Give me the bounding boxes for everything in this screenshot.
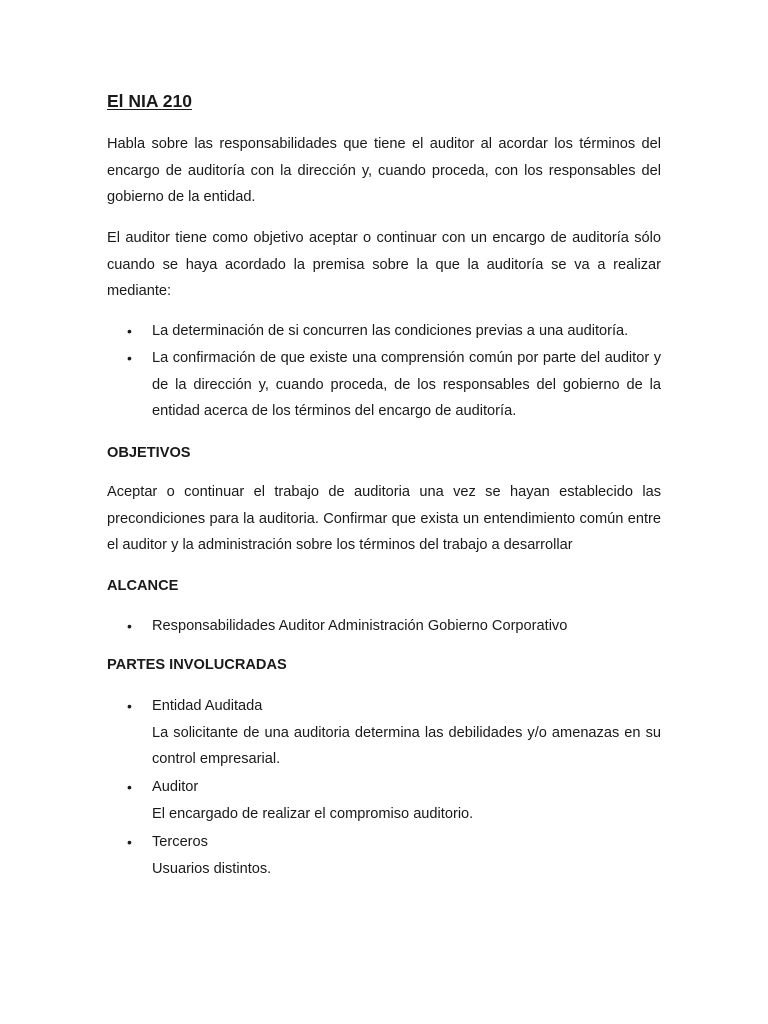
bullet-icon: • [127, 698, 132, 714]
alcance-heading: ALCANCE [107, 578, 179, 594]
bullet-icon: • [127, 323, 132, 339]
objetivos-paragraph: Aceptar o continuar el trabajo de auditoria una vez se hayan establecido las precondiciones para la auditoria. Confirmar que exista un entendimiento común entre el auditor y la administración sobre los términos del trabajo a desarrollar [107, 484, 661, 553]
intro-paragraph: Habla sobre las responsabilidades que tiene el auditor al acordar los términos del encargo de auditoría con la dirección y, cuando proceda, con los responsables del gobierno de la entidad. [107, 136, 661, 205]
party-description: La solicitante de una auditoria determina las debilidades y/o amenazas en su control empresarial. [152, 724, 661, 767]
partes-heading: PARTES INVOLUCRADAS [107, 657, 287, 673]
bullet-icon: • [127, 618, 132, 634]
objetivos-heading: OBJETIVOS [107, 445, 191, 461]
list-item-content [152, 774, 661, 827]
objective-paragraph: El auditor tiene como objetivo aceptar o continuar con un encargo de auditoría sólo cuando se haya acordado la premisa sobre la que la auditoría se va a realizar mediante: [107, 230, 661, 299]
party-description: El encargado de realizar el compromiso auditorio. [152, 805, 474, 822]
list-item-content [152, 829, 661, 882]
list-item-text: La confirmación de que existe una comprensión común por parte del auditor y de la dirección y, cuando proceda, de los responsables del gobierno de la entidad acerca de los términos del encargo de auditoría. [152, 350, 661, 419]
party-name: Terceros [152, 834, 208, 850]
list-item-text: La determinación de si concurren las condiciones previas a una auditoría. [152, 323, 629, 339]
party-name: Auditor [152, 779, 199, 795]
list-item-text: Responsabilidades Auditor Administración Gobierno Corporativo [152, 618, 568, 634]
document-title: El NIA 210 [107, 91, 192, 111]
bullet-icon: • [127, 350, 132, 366]
bullet-icon: • [127, 779, 132, 795]
list-item-content [152, 693, 661, 773]
party-description: Usuarios distintos. [152, 860, 272, 877]
bullet-icon: • [127, 834, 132, 850]
party-name: Entidad Auditada [152, 698, 263, 714]
